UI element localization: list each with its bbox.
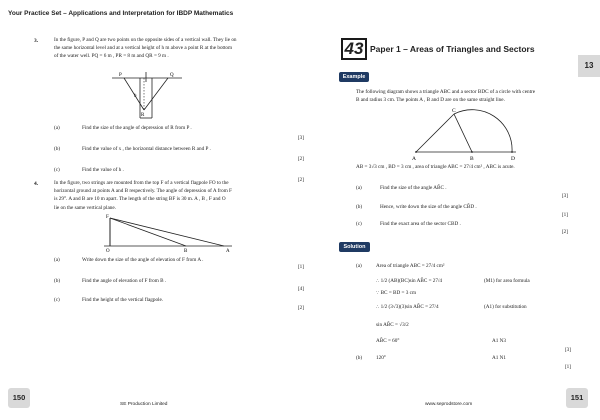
part-text: Find the size of the angle AB̂C .	[380, 185, 447, 191]
sector-figure	[412, 106, 522, 162]
example-label: Example	[339, 72, 369, 82]
chapter-title: Paper 1 – Areas of Triangles and Sectors	[370, 44, 535, 54]
label-d: D	[511, 156, 515, 162]
final-marks: A1 N3	[492, 338, 506, 344]
stem-line: of the water well. PQ = 6 m , PR = 8 m and QR = 9 m .	[54, 53, 169, 60]
marks: [2]	[561, 229, 568, 235]
stem-line: In the figure, P and Q are two points on the opposite sides of a vertical wall. They lie on	[54, 37, 237, 43]
final-marks: A1 N1	[492, 355, 506, 361]
marks: [1]	[297, 264, 304, 270]
part-text: Find the height of the vertical flagpole.	[82, 297, 164, 303]
question-number: 4.	[34, 181, 39, 187]
question-parts	[54, 124, 304, 187]
part-text: Find the value of h .	[82, 167, 124, 173]
label-p: P	[119, 73, 122, 78]
solution-part-label: (a)	[356, 263, 362, 269]
page-footer: www.seprodstore.com	[425, 402, 473, 407]
marking-note: (M1) for area formula	[484, 278, 530, 284]
question-stem	[54, 36, 304, 61]
stem-line: is 29°. A and B are 10 m apart. The length of the string BF is 30 m. A , B , F and O	[54, 196, 226, 203]
page-number: 151	[566, 388, 588, 408]
flagpole-figure	[100, 214, 240, 252]
part-row	[356, 220, 568, 235]
marks: [3]	[561, 193, 568, 199]
solution-line: Area of triangle ABC = 27/4 cm²	[376, 263, 445, 269]
page-footer: SE Production Limited	[120, 402, 168, 407]
part-label: (a)	[54, 257, 60, 263]
label-r: R	[141, 113, 145, 118]
label-b: B	[184, 249, 188, 252]
part-row	[54, 277, 304, 292]
solution-line: sin AB̂C = √3/2	[376, 322, 409, 328]
marks: [2]	[297, 177, 304, 183]
solution-label: Solution	[339, 242, 370, 252]
solution-line: ∴ 1/2 (3√3)(3)sin AB̂C = 27/4	[376, 304, 439, 310]
label-f: F	[106, 215, 109, 220]
label-c: C	[452, 108, 456, 114]
part-row	[54, 296, 304, 311]
part-text: Find the size of the angle of depression of R from P .	[82, 125, 192, 131]
part-label: (c)	[54, 297, 60, 303]
question-stem	[54, 179, 309, 212]
solution-block	[356, 262, 571, 372]
example-parts	[356, 184, 568, 235]
marking-note: (A1) for substitution	[484, 304, 527, 310]
label-q: Q	[170, 73, 174, 78]
solution-part-label: (b)	[356, 355, 363, 361]
marks: [1]	[564, 364, 571, 370]
marks: [3]	[297, 135, 304, 141]
solution-line: ∴ 1/2 (AB)(BC)sin AB̂C = 27/4	[376, 278, 443, 284]
page-header: Your Practice Set – Applications and Interpretation for IBDP Mathematics	[8, 10, 234, 17]
solution-line: ∵ BC = BD = 3 cm	[376, 290, 416, 296]
part-row	[356, 203, 568, 218]
marks: [4]	[297, 286, 304, 292]
marks: [2]	[297, 305, 304, 311]
water-well-figure	[110, 70, 185, 125]
solution-line: 120°	[376, 355, 386, 361]
part-label: (c)	[54, 167, 60, 173]
part-row	[54, 134, 304, 145]
side-tab: 13	[578, 55, 600, 77]
stem-line: lie on the same vertical plane.	[54, 204, 116, 211]
example-line: B and radius 3 cm. The points A , B and D are on the same straight line.	[356, 97, 505, 104]
label-a: A	[226, 249, 230, 252]
given-data: AB = 3√3 cm , BD = 3 cm , area of triangle ABC = 27/4 cm² , ABC is acute.	[356, 164, 515, 170]
stem-line: In the figure, two strings are mounted from the top F of a vertical flagpole FO to the	[54, 180, 229, 186]
solution-line: AB̂C = 60°	[376, 338, 400, 344]
part-row	[54, 124, 304, 134]
label-o: O	[106, 249, 110, 252]
marks: [3]	[564, 347, 571, 353]
part-text: Find the exact area of the sector CBD .	[380, 221, 461, 227]
example-line: The following diagram shows a triangle ABC and a sector BDC of a circle with centre	[356, 89, 536, 95]
part-label: (a)	[356, 185, 362, 191]
example-text	[356, 88, 576, 104]
part-row	[356, 184, 568, 199]
part-label: (b)	[356, 204, 363, 210]
part-text: Find the angle of elevation of F from B .	[82, 278, 167, 284]
part-row	[54, 166, 304, 176]
part-row	[54, 145, 304, 155]
label-b: B	[470, 156, 474, 162]
label-a: A	[412, 156, 416, 162]
part-label: (a)	[54, 125, 60, 131]
stem-line: horizontal ground at points A and B respectively. The angle of depression of A from F	[54, 188, 232, 195]
part-text: Write down the size of the angle of elevation of F from A .	[82, 257, 204, 263]
page-number: 150	[8, 388, 30, 408]
marks: [1]	[561, 212, 568, 218]
question-number: 3.	[34, 38, 39, 44]
part-label: (b)	[54, 278, 61, 284]
part-text: Find the value of x , the horizontal distance between R and P .	[82, 146, 211, 152]
question-parts	[54, 256, 304, 311]
part-text: Hence, write down the size of the angle CB̂D .	[380, 204, 477, 210]
part-row	[54, 155, 304, 166]
marks: [2]	[297, 156, 304, 162]
stem-line: the same horizontal level and at a vertical height of h m above a point R at the bottom	[54, 45, 233, 52]
label-h: h	[134, 94, 137, 99]
part-label: (c)	[356, 221, 362, 227]
chapter-number: 43	[341, 38, 367, 60]
part-row	[54, 256, 304, 270]
part-label: (b)	[54, 146, 61, 152]
